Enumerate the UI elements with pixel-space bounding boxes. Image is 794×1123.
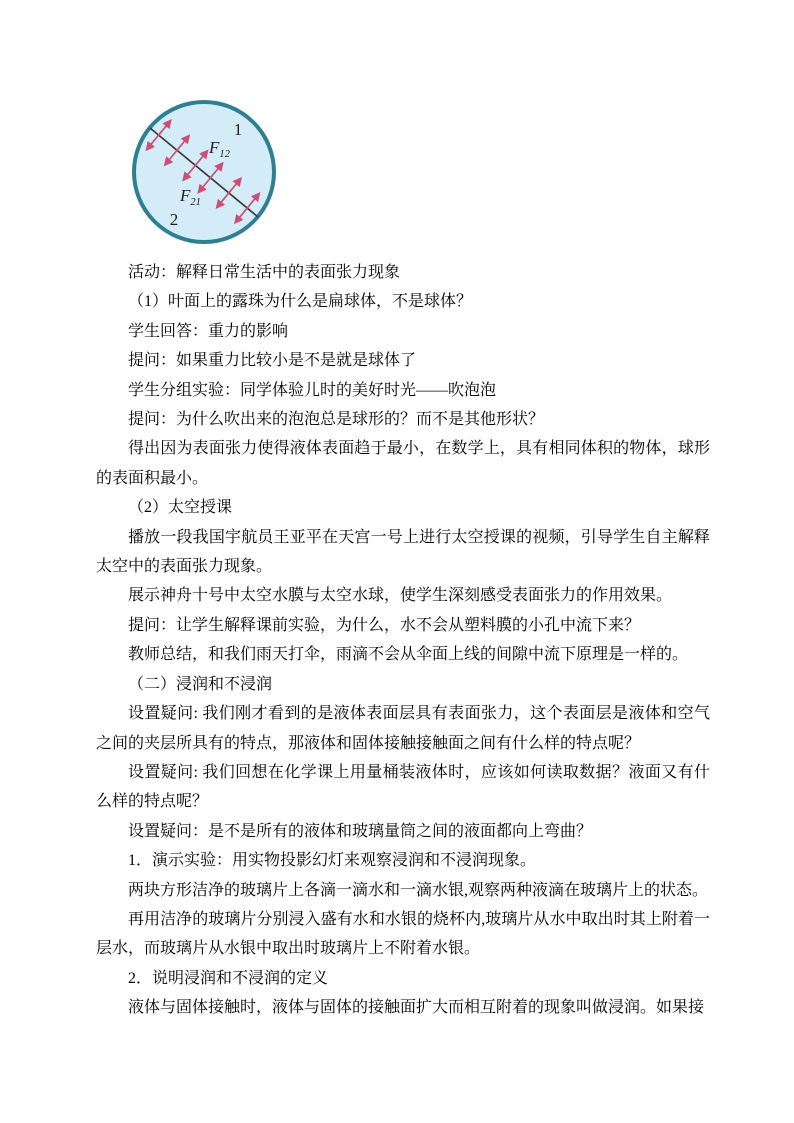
force-f12-label: $F_{12}$ (209, 138, 230, 160)
paragraph: 活动：解释日常生活中的表面张力现象 (128, 264, 401, 281)
paragraph: 液体与固体接触时，液体与固体的接触面扩大而相互附着的现象叫做浸润。如果接 (128, 999, 705, 1017)
paragraph: 提问：为什么吹出来的泡泡总是球形的？而不是其他形状？ (128, 411, 545, 429)
paragraph: 提问：让学生解释课前实验，为什么，水不会从塑料膜的小孔中流下来？ (128, 616, 641, 634)
paragraph: 学生回答：重力的影响 (128, 322, 289, 340)
force-f21-label: $F_{21}$ (180, 186, 201, 208)
paragraph: 设置疑问: 我们刚才看到的是液体表面层具有表面张力，这个表面层是液体和空气之间的夹层所具有的特点，那液体和固体接触接触面之间有什么样的特点呢？ (96, 705, 710, 752)
paragraph: 得出因为表面张力使得液体表面趋于最小，在数学上，具有相同体积的物体，球形的表面积最小。 (96, 440, 710, 487)
lesson-plan-text (96, 258, 710, 1023)
paragraph: 学生分组实验：同学体验儿时的美好时光——吹泡泡 (128, 381, 497, 399)
paragraph: 教师总结，和我们雨天打伞，雨滴不会从伞面上线的间隙中流下原理是一样的。 (128, 646, 689, 664)
paragraph: 设置疑问：是不是所有的液体和玻璃量筒之间的液面都向上弯曲？ (128, 822, 593, 840)
region-1-label: 1 (233, 120, 243, 139)
paragraph: 提问：如果重力比较小是不是就是球体了 (128, 352, 417, 370)
paragraph: （1）叶面上的露珠为什么是扁球体，不是球体？ (128, 293, 473, 311)
paragraph: 1．演示实验：用实物投影幻灯来观察浸润和不浸润现象。 (128, 852, 537, 870)
paragraph: 设置疑问: 我们回想在化学课上用量桶装液体时，应该如何读取数据？液面又有什么样的特点呢？ (96, 763, 710, 811)
surface-tension-diagram-svg (130, 98, 278, 246)
paragraph: （2）太空授课 (128, 499, 233, 517)
paragraph: 两块方形洁净的玻璃片上各滴一滴水和一滴水银,观察两种液滴在玻璃片上的状态。 (128, 881, 709, 899)
paragraph: 2．说明浸润和不浸润的定义 (128, 969, 329, 987)
paragraph: 播放一段我国宇航员王亚平在天宫一号上进行太空授课的视频，引导学生自主解释太空中的表面张力现象。 (96, 528, 710, 576)
paragraph: （二）浸润和不浸润 (128, 675, 273, 693)
surface-tension-figure (130, 98, 278, 246)
region-2-label: 2 (169, 210, 179, 229)
paragraph: 展示神舟十号中太空水膜与太空水球，使学生深刻感受表面张力的作用效果。 (128, 587, 673, 605)
paragraph: 再用洁净的玻璃片分别浸入盛有水和水银的烧杯内,玻璃片从水中取出时其上附着一层水，而玻璃片从水银中取出时玻璃片上不附着水银。 (96, 910, 710, 958)
